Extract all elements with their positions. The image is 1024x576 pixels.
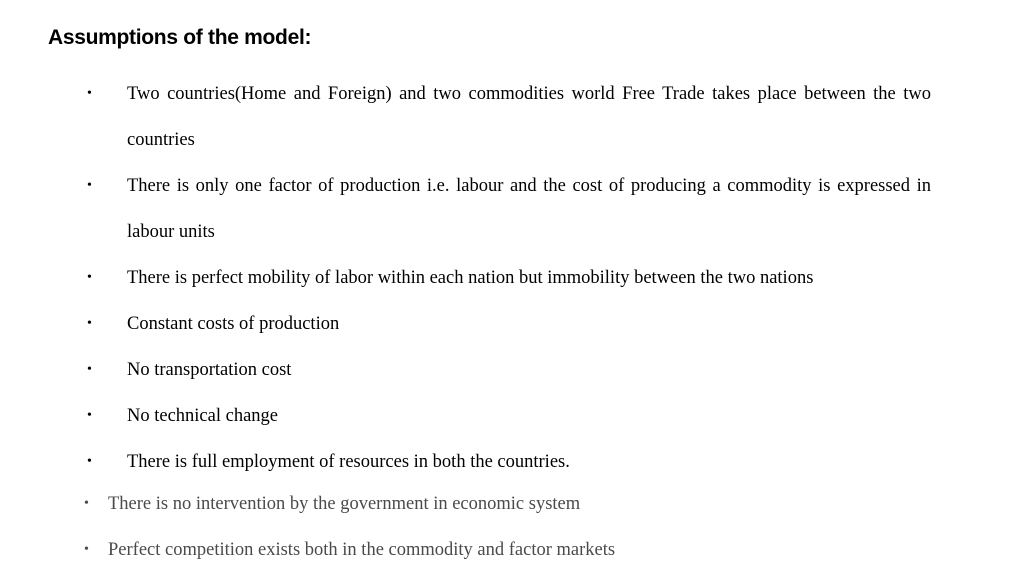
bullet-item xyxy=(87,71,937,163)
bullet-item xyxy=(84,527,984,573)
bullet-text: There is no intervention by the government in economic system xyxy=(108,494,581,514)
bullet-item xyxy=(87,301,937,347)
bullet-text: Constant costs of production xyxy=(127,314,340,334)
bullet-dot: • xyxy=(87,362,92,377)
bullet-text: Two countries(Home and Foreign) and two commodities world Free Trade takes place between the two countries xyxy=(127,84,931,150)
bullet-dot: • xyxy=(87,178,92,193)
bullet-item xyxy=(87,347,937,393)
bullet-item xyxy=(87,163,937,255)
bullet-dot: • xyxy=(87,316,92,331)
bullet-dot: • xyxy=(87,454,92,469)
bullet-dot: • xyxy=(87,270,92,285)
bullet-dot: • xyxy=(87,86,92,101)
bullet-item xyxy=(87,439,937,485)
bullet-text: No transportation cost xyxy=(127,360,292,380)
bullet-text: There is perfect mobility of labor within each nation but immobility between the two nations xyxy=(127,268,814,288)
bullet-item xyxy=(84,481,984,527)
bullet-text: There is only one factor of production i.e. labour and the cost of producing a commodity is expressed in labour units xyxy=(127,176,931,242)
bullet-dot: • xyxy=(87,408,92,423)
bullet-text: There is full employment of resources in both the countries. xyxy=(127,452,570,472)
bullet-dot: • xyxy=(84,496,89,511)
bullet-item xyxy=(87,255,937,301)
bullet-dot: • xyxy=(84,542,89,557)
bullet-item xyxy=(87,393,937,439)
bullet-text: No technical change xyxy=(127,406,279,426)
slide-title: Assumptions of the model: xyxy=(48,26,312,49)
bullet-text: Perfect competition exists both in the commodity and factor markets xyxy=(108,540,616,560)
